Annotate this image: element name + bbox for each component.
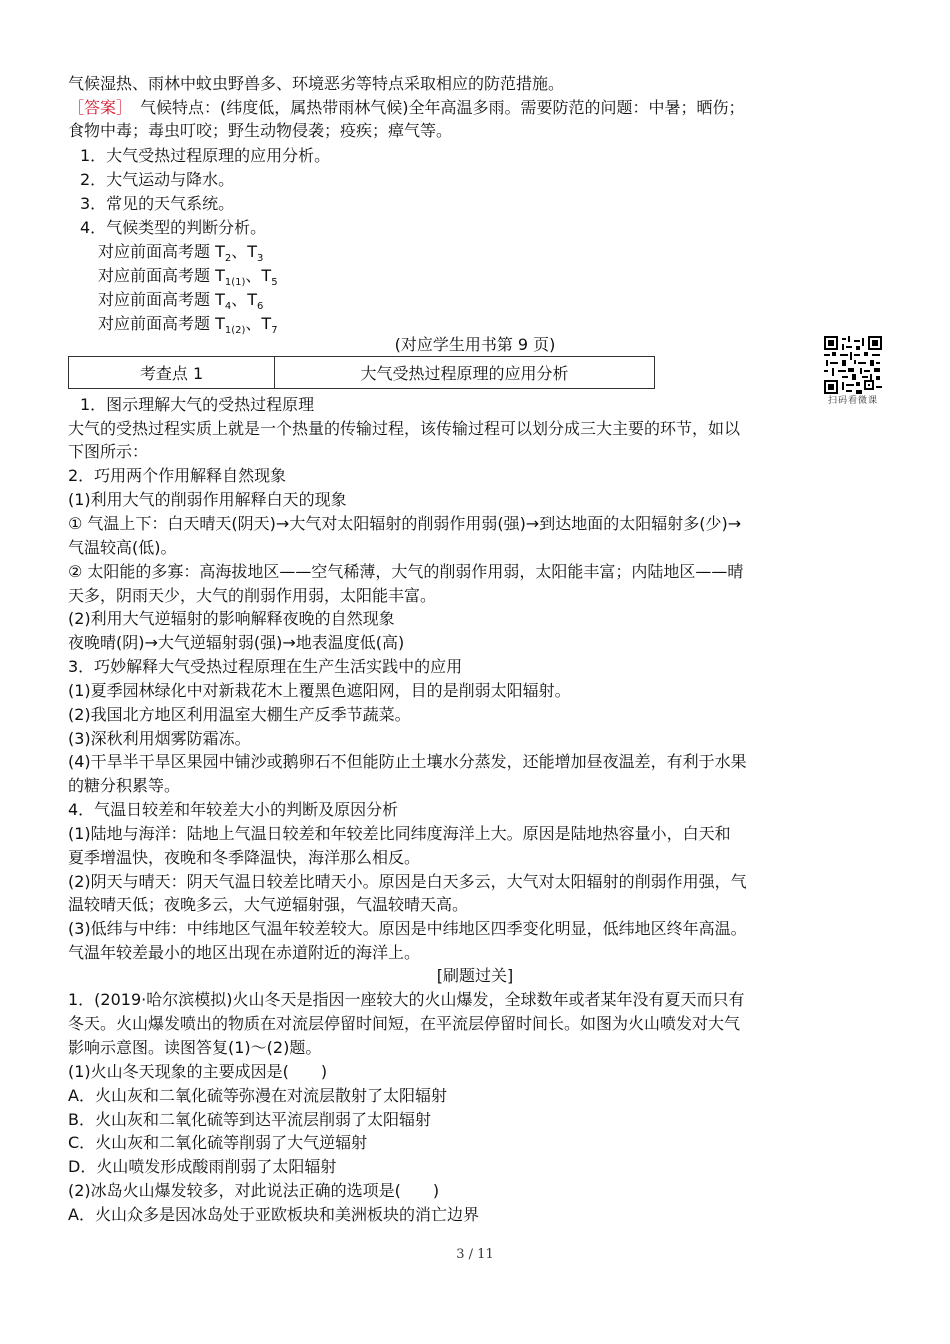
answer-text: 气候特点：(纬度低，属热带雨林气候)全年高温多雨。需要防范的问题：中暑；晒伤； <box>124 98 745 117</box>
answer-line-2: 食物中毒；毒虫叮咬；野生动物侵袭；疫疾；瘴气等。 <box>68 121 453 140</box>
body-line: 夜晚晴(阴)→大气逆辐射弱(强)→地表温度低(高) <box>68 633 405 652</box>
body-line: 天多，阴雨天少，大气的削弱作用弱，太阳能丰富。 <box>68 586 437 605</box>
option-a: A．火山众多是因冰岛处于亚欧板块和美洲板块的消亡边界 <box>68 1205 479 1224</box>
question-line: 1．(2019·哈尔滨模拟)火山冬天是指因一座较大的火山爆发，全球数年或者某年没有夏天而只有 <box>68 990 745 1009</box>
option-a: A．火山灰和二氧化硫等弥漫在对流层散射了太阳辐射 <box>68 1086 447 1105</box>
option-d: D．火山喷发形成酸雨削弱了太阳辐射 <box>68 1157 337 1176</box>
page-number: 3 / 11 <box>456 1247 494 1262</box>
body-line: (1)夏季园林绿化中对新栽花木上覆黑色遮阳网，目的是削弱太阳辐射。 <box>68 681 571 700</box>
option-c: C．火山灰和二氧化硫等削弱了大气逆辐射 <box>68 1133 368 1152</box>
body-line: (3)低纬与中纬：中纬地区气温年较差较大。原因是中纬地区四季变化明显，低纬地区终年高温。 <box>68 919 747 938</box>
outline-item: 2．大气运动与降水。 <box>80 170 235 189</box>
body-line: (1)利用大气的削弱作用解释白天的现象 <box>68 490 347 509</box>
body-line: 气温年较差最小的地区出现在赤道附近的海洋上。 <box>68 943 421 962</box>
body-line: (3)深秋利用烟雾防霜冻。 <box>68 729 251 748</box>
ref-line: 对应前面高考题 $T_2$、$T_3$ <box>98 242 264 265</box>
body-line: 1．图示理解大气的受热过程原理 <box>80 395 315 414</box>
page-ref: (对应学生用书第 9 页) <box>394 335 556 354</box>
body-line: 的糖分积累等。 <box>68 776 181 795</box>
body-line: (2)阴天与晴天：阴天气温日较差比晴天小。原因是白天多云，大气对太阳辐射的削弱作用强，气 <box>68 872 747 891</box>
ref-line: 对应前面高考题 $T_4$、$T_6$ <box>98 290 264 313</box>
body-line: 气温较高(低)。 <box>68 538 177 557</box>
qr-code-icon[interactable] <box>824 336 882 394</box>
question-line: (2)冰岛火山爆发较多，对此说法正确的选项是( ) <box>68 1181 440 1200</box>
body-line: (2)我国北方地区利用温室大棚生产反季节蔬菜。 <box>68 705 411 724</box>
body-line: (4)干旱半干旱区果园中铺沙或鹅卵石不但能防止土壤水分蒸发，还能增加昼夜温差，有利于水果 <box>68 752 747 771</box>
body-line: 夏季增温快，夜晚和冬季降温快，海洋那么相反。 <box>68 848 421 867</box>
body-line: 4．气温日较差和年较差大小的判断及原因分析 <box>68 800 399 819</box>
question-line: (1)火山冬天现象的主要成因是( ) <box>68 1062 328 1081</box>
kaodian-table <box>68 356 655 389</box>
body-line: 下图所示： <box>68 442 149 461</box>
answer-tag: ［答案］ <box>68 98 125 117</box>
body-line: ① 气温上下：白天晴天(阴天)→大气对太阳辐射的削弱作用弱(强)→到达地面的太阳辐射多(少)→ <box>68 514 742 533</box>
body-line: 3．巧妙解释大气受热过程原理在生产生活实践中的应用 <box>68 657 463 676</box>
answer-line <box>68 97 745 119</box>
kaodian-title: 大气受热过程原理的应用分析 <box>275 357 655 389</box>
outline-item: 4．气候类型的判断分析。 <box>80 218 267 237</box>
kaodian-label: 考查点 1 <box>69 357 275 389</box>
section-heading: [刷题过关] <box>436 966 514 985</box>
outline-item: 3．常见的天气系统。 <box>80 194 235 213</box>
qr-caption: 扫码看微课 <box>827 396 878 406</box>
body-line: ② 太阳能的多寡：高海拔地区——空气稀薄，大气的削弱作用弱，太阳能丰富；内陆地区——晴 <box>68 562 744 581</box>
body-line: 大气的受热过程实质上就是一个热量的传输过程，该传输过程可以划分成三大主要的环节，如以 <box>68 419 741 438</box>
body-line: (1)陆地与海洋：陆地上气温日较差和年较差比同纬度海洋上大。原因是陆地热容量小，白天和 <box>68 824 731 843</box>
body-line: 2．巧用两个作用解释自然现象 <box>68 466 287 485</box>
body-line: 温较晴天低；夜晚多云，大气逆辐射强，气温较晴天高。 <box>68 895 469 914</box>
body-line: (2)利用大气逆辐射的影响解释夜晚的自然现象 <box>68 609 395 628</box>
outline-item: 1．大气受热过程原理的应用分析。 <box>80 146 331 165</box>
ref-line: 对应前面高考题 $T_{1(1)}$、$T_5$ <box>98 266 278 289</box>
text-line: 气候湿热、雨林中蚊虫野兽多、环境恶劣等特点采取相应的防范措施。 <box>68 74 565 93</box>
option-b: B．火山灰和二氧化硫等到达平流层削弱了太阳辐射 <box>68 1110 431 1129</box>
question-line: 影响示意图。读图答复(1)～(2)题。 <box>68 1038 322 1057</box>
ref-line: 对应前面高考题 $T_{1(2)}$、$T_7$ <box>98 314 278 337</box>
question-line: 冬天。火山爆发喷出的物质在对流层停留时间短，在平流层停留时间长。如图为火山喷发对大气 <box>68 1014 741 1033</box>
